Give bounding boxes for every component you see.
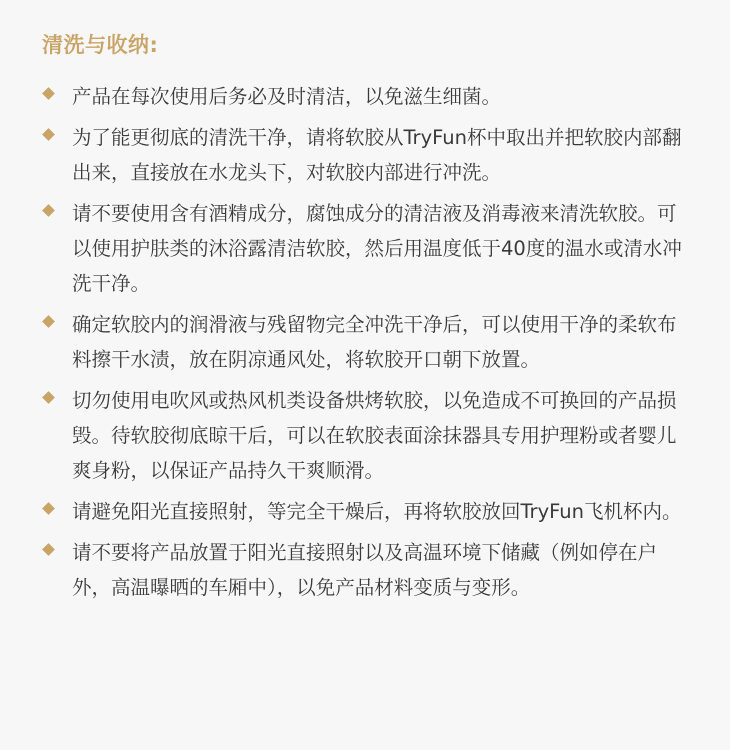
instructions-list: [42, 79, 700, 605]
list-item: [42, 307, 700, 377]
list-item-text: 请不要使用含有酒精成分，腐蚀成分的清洁液及消毒液来清洗软胶。可以使用护肤类的沐浴露清洁软胶，然后用温度低于40度的温水或清水冲洗干净。: [72, 202, 682, 295]
diamond-bullet-icon: [42, 543, 55, 556]
list-item-text: 切勿使用电吹风或热风机类设备烘烤软胶，以免造成不可换回的产品损毁。待软胶彻底晾干后，可以在软胶表面涂抹器具专用护理粉或者婴儿爽身粉，以保证产品持久干爽顺滑。: [72, 389, 677, 482]
diamond-bullet-icon: [42, 204, 55, 217]
list-item-text: 确定软胶内的润滑液与残留物完全冲洗干净后，可以使用干净的柔软布料擦干水渍，放在阴凉通风处，将软胶开口朝下放置。: [72, 313, 677, 371]
diamond-bullet-icon: [42, 128, 55, 141]
list-item: [42, 383, 700, 488]
list-item: [42, 535, 700, 605]
list-item-text: 请不要将产品放置于阳光直接照射以及高温环境下储藏（例如停在户外，高温曝晒的车厢中），以免产品材料变质与变形。: [72, 541, 658, 599]
list-item-text: 产品在每次使用后务必及时清洁，以免滋生细菌。: [72, 85, 502, 108]
diamond-bullet-icon: [42, 502, 55, 515]
list-item-text: 请避免阳光直接照射，等完全干燥后，再将软胶放回TryFun飞机杯内。: [72, 500, 682, 523]
list-item: [42, 120, 700, 190]
section-title: 清洗与收纳:: [42, 33, 159, 57]
diamond-bullet-icon: [42, 391, 55, 404]
list-item: [42, 494, 700, 529]
diamond-bullet-icon: [42, 87, 55, 100]
list-item: [42, 79, 700, 114]
list-item-text: 为了能更彻底的清洗干净，请将软胶从TryFun杯中取出并把软胶内部翻出来，直接放在水龙头下，对软胶内部进行冲洗。: [72, 126, 682, 184]
diamond-bullet-icon: [42, 315, 55, 328]
list-item: [42, 196, 700, 301]
